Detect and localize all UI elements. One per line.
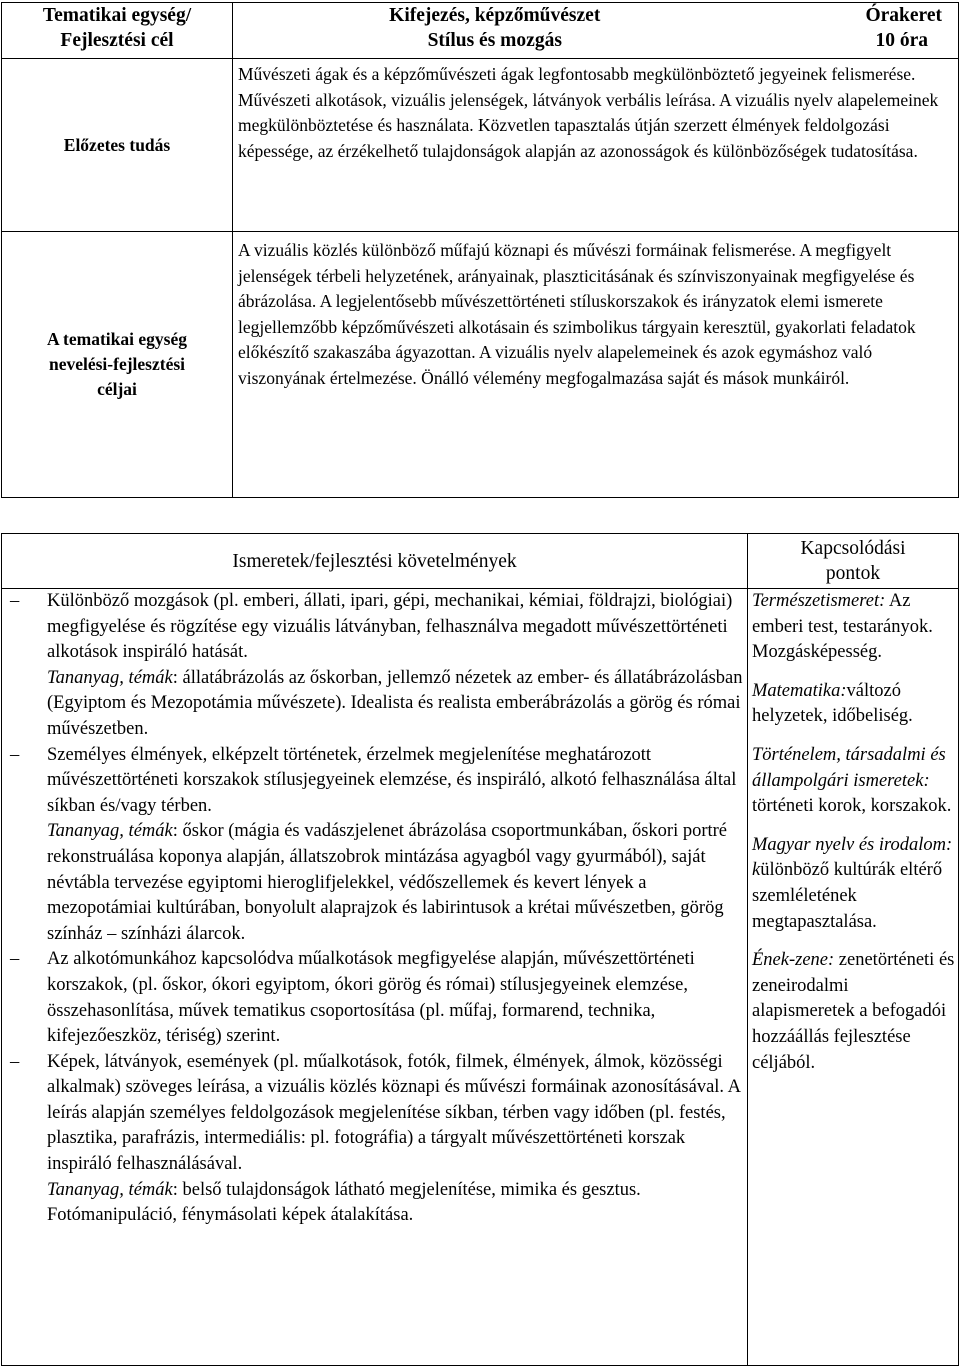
requirement-topics [47,819,745,947]
requirement-item [2,743,745,948]
link-hungarian-literature [752,833,955,935]
topics-text: : belső tulajdonságok látható megjelenítése, mimika és gesztus. Fotómanipuláció, fénymásolati képek átalakítása. [47,1179,641,1226]
dash-bullet: – [10,744,20,765]
requirements-table [1,533,959,1366]
link-natural-science [752,589,955,666]
requirements-body-row [2,589,959,1366]
link-text: változó helyzetek, időbeliség. [752,680,913,727]
prior-knowledge-row [2,59,959,232]
header-hours-cell [757,3,959,59]
goals-row [2,232,959,498]
link-text: Az emberi test, testarányok. Mozgásképesség. [752,591,933,663]
requirement-text: Különböző mozgások (pl. emberi, állati, ipari, gépi, mechanikai, kémiai, földrajzi, biológiai) megfigyelése és rögzítése egy vizuális látványban, felhasználva megadott művészettörténeti alkotások inspiráló hatását. [47,591,733,663]
link-subject: Természetismeret: [752,591,886,611]
dash-bullet: – [10,591,20,611]
prior-knowledge-label: Előzetes tudás [2,59,233,232]
prior-knowledge-text: Művészeti ágak és a képzőművészeti ágak legfontosabb megkülönböztető jegyeinek felismerése. Művészeti alkotások, vizuális jelenségek, látványok verbális leírása. A vizuális nyelv alapelemeinek megkülönböztetése és használata. Közvetlen tapasztalás útján szerzett élmények feldolgozási képessége, az érzékelhető tulajdonságok alapján az azonosságok és különbözőségek tudatosítása. [233,59,959,232]
link-music [752,948,955,1076]
header-links-cell [748,534,959,589]
topics-label: Tananyag, témák [47,1179,173,1200]
goals-label-cell [2,232,233,498]
goals-text: A vizuális közlés különböző műfajú köznapi és művészi formáinak felismerése. A megfigyelt jelenségek térbeli helyzetének, arányainak, plaszticitásának és színviszonyainak megfigyelése és ábrázolása. A legjelentősebb művészettörténeti stíluskorszakok és irányzatok elemi ismerete legjellemzőbb képzőművészeti alkotásain és szimbolikus tárgyain keresztül, gyakorlati feladatok előkészítő szakaszába ágyazottan. A vizuális nyelv alapelemeinek és azok egymáshoz való viszonyának értelmezése. Önálló vélemény megfogalmazása saját és mások munkáiról. [233,232,959,498]
header-hours-label: Órakeret [865,5,942,26]
overview-header-row [2,3,959,59]
header-requirements: Ismeretek/fejlesztési követelmények [2,534,748,589]
requirement-topics [47,1178,745,1229]
header-hours-value: 10 óra [875,30,928,51]
link-text: ülönböző kultúrák eltérő szemléletének megtapasztalása. [752,860,943,932]
header-col1-line2: Fejlesztési cél [60,30,174,51]
header-topic-line1: Kifejezés, képzőművészet [389,5,601,26]
topic-overview-table [1,2,959,498]
dash-bullet: – [10,949,20,970]
requirement-text: Az alkotómunkához kapcsolódva műalkotások megfigyelése alapján, művészettörténeti korszakok, (pl. őskor, ókori egyiptom, ókori görög és római) stílusjegyeinek elemzése, összehasonlítása, művek tematikus csoportosítása (pl. műfaj, formarend, technika, kifejezőeszköz, tériség) szerint. [47,949,695,1047]
requirement-item [2,947,745,1049]
link-text: történeti korok, korszakok. [752,796,952,817]
header-col1-line1: Tematikai egység/ [42,5,192,26]
header-topic-unit-cell [2,3,233,59]
header-topic-line2: Stílus és mozgás [427,30,562,51]
link-text: zenetörténeti és zeneirodalmi alapismeretek a befogadói hozzáállás fejlesztése céljából. [752,950,955,1073]
dash-bullet: – [10,1051,20,1072]
topics-label: Tananyag, témák [47,667,173,688]
link-subject: Ének-zene: [752,950,835,971]
header-links-line2: pontok [825,563,881,584]
goals-label-line1: A tematikai egység [47,329,187,349]
requirements-header-row [2,534,959,589]
link-subject: Magyar nyelv és irodalom: k [752,834,953,881]
requirements-list-cell [2,589,748,1366]
goals-label-line3: céljai [97,379,137,399]
goals-label-line2: nevelési-fejlesztési [48,354,186,374]
link-subject: Történelem, társadalmi és állampolgári ismeretek: [752,744,946,791]
links-cell [748,589,959,1366]
header-links-line1: Kapcsolódási [800,538,906,559]
requirement-text: Személyes élmények, elképzelt történetek, érzelmek megjelenítése meghatározott művészettörténeti korszakok stílusjegyeinek elemzése, és inspiráló, alkotó felhasználása által síkban és/vagy térben. [47,744,737,816]
requirement-topics [47,666,745,743]
header-topic-title-cell [233,3,757,59]
link-subject: Matematika: [752,680,847,701]
topics-text: : őskor (mágia és vadászjelenet ábrázolása csoportmunkában, őskori portré rekonstruálása koponya alapján, állatszobrok mintázása agyagból vagy gyurmából), saját névtábla tervezése egyiptomi hieroglifjelekkel, védőszellemek és kevert lények a mezopotámiai kultúrában, bonyolult alaprajzok és labirintusok a krétai művészetben, görög színház – színházi álarcok. [47,821,728,944]
requirement-text: Képek, látványok, események (pl. műalkotások, fotók, filmek, élmények, álmok, közösségi alkalmak) szöveges leírása, a vizuális közlés köznapi és művészi formáinak azonosításával. A leírás alapján személyes feldolgozások megjelenítése síkban, térben vagy időben (pl. festés, plasztika, parafrázis, intermediális: pl. fotográfia) a tárgyalt művészettörténeti korszak inspiráló felhasználásával. [47,1051,741,1175]
link-history [752,743,955,820]
requirement-item [2,589,745,743]
link-mathematics [752,679,955,730]
topics-label: Tananyag, témák [47,821,173,842]
topics-text: : állatábrázolás az őskorban, jellemző nézetek az ember- és állatábrázolásban (Egyiptom és Mezopotámia művészete). Idealista és realista emberábrázolás a görög és római művészetben. [47,667,743,739]
requirement-item [2,1050,745,1229]
